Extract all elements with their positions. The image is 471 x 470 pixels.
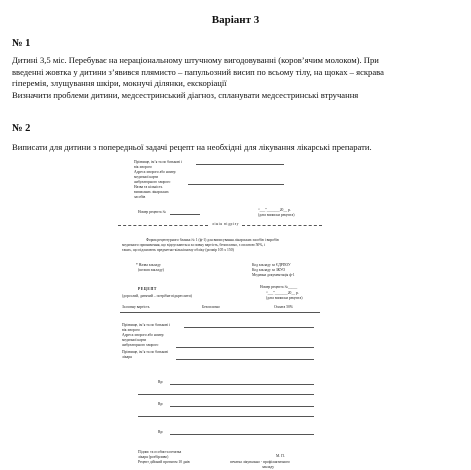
stub-line-2: вік хворого — [134, 165, 152, 169]
doctor-line-2: лікаря — [122, 355, 132, 359]
stub-line-4: медичної карти — [134, 175, 159, 179]
patient-line-5: амбулаторного хворого — [122, 343, 159, 347]
rp-3: Rp: — [158, 430, 164, 434]
task-1-text — [12, 55, 460, 101]
task-1-line-4: Визначити проблеми дитини, медсестринський діагноз, спланувати медсестринські втручання — [12, 89, 359, 100]
stub-rx-number: Номер рецепта № — [138, 210, 166, 214]
code-edrpou: Код закладу за ЄДРПОУ — [252, 263, 291, 267]
divider — [170, 214, 200, 215]
form-note-3: таких, що підлягають предметно-кількісному обліку (розмір 105 x 150) — [122, 248, 234, 252]
stamp-label: (штамп закладу) — [138, 268, 164, 272]
form-note-2: медичного призначення, що відпускаються за повну вартість, безоплатно, з оплатою 50%, і — [122, 243, 266, 247]
pay-half: Оплата 50% — [274, 305, 293, 309]
stub-date-blank: “___”_______20__ р. — [258, 208, 291, 212]
stub-line-8: засобів — [134, 195, 146, 199]
recipe-heading: РЕЦЕПТ — [138, 287, 157, 291]
form-note-1: Форма рецептурного бланка № 1 (ф-1) для виписування лікарських засобів і виробів — [146, 238, 279, 242]
task-1-line-2: введенні жовтка у дитини з’явився плямисто – папульозний висип по всьому тілу, на щоках – яскрава — [12, 66, 384, 77]
divider — [138, 416, 314, 417]
doctor-line-1: Прізвище, ім’я та по батькові — [122, 350, 169, 354]
signature-line-2: лікаря (розбірливо) — [138, 455, 169, 459]
divider — [170, 406, 314, 407]
rp-1: Rp: — [158, 380, 164, 384]
divider — [170, 384, 314, 385]
recipe-subheading: (дорослий, дитячий – потрібне підкреслити) — [122, 294, 192, 298]
stub-line-7: виписаних лікарських — [134, 190, 169, 194]
task-1-line-3: гіперемія, злущування шкіри, мокнучі ділянки, екскоріації — [12, 78, 227, 88]
task-1-number: № 1 — [12, 38, 31, 49]
signature-line-1: Підпис та особиста печатка — [138, 450, 182, 454]
pay-full: За повну вартість — [122, 305, 150, 309]
stub-line-5: амбулаторного хворого — [134, 180, 171, 184]
divider — [176, 359, 314, 360]
divider — [184, 327, 314, 328]
pay-free: Безоплатно — [202, 305, 220, 309]
divider — [196, 164, 284, 165]
medical-doc: Медична документація ф-1 — [252, 273, 295, 277]
patient-line-4: медичної карти — [122, 338, 147, 342]
patient-line-3: Адреса хворого або номер — [122, 333, 164, 337]
seal-line-1: печатка лікувально - профілактичного — [230, 460, 290, 464]
divider — [176, 347, 314, 348]
divider — [170, 434, 314, 435]
rx-date-blank: “___”_______20__ р. — [266, 291, 299, 295]
divider — [188, 184, 284, 185]
tear-line-left — [118, 225, 208, 226]
task-2-number: № 2 — [12, 123, 31, 134]
rx-date-label: (дата виписки рецепта) — [266, 296, 303, 300]
stub-line-6: Назва та кількість — [134, 185, 163, 189]
code-zkuo: Код закладу за ЗКУО — [252, 268, 286, 272]
prescription-form — [118, 160, 323, 469]
facility-name: * Назва закладу — [136, 263, 161, 267]
seal-line-2: закладу — [262, 465, 275, 469]
task-1-line-1: Дитині 3,5 міс. Перебуває на нераціональному штучному вигодовуванні (коров’ячим молоком). При — [12, 55, 379, 65]
tear-line-label: лінія відрізу — [212, 222, 240, 226]
validity-note: Рецепт дійсний протягом 10 днів — [138, 460, 190, 464]
divider — [120, 312, 320, 313]
task-2-line-1: Виписати для дитини з попередньої задачі рецепт на необхідні для лікування лікарські препарати. — [12, 142, 372, 152]
stub-date-label: (дата виписки рецепта) — [258, 213, 295, 217]
rp-2: Rp: — [158, 402, 164, 406]
patient-line-2: вік хворого — [122, 328, 140, 332]
task-2-text — [12, 142, 460, 154]
stub-line-1: Прізвище, ім’я та по батькові і — [134, 160, 183, 164]
rx-number-2: Номер рецепта №_____ — [260, 285, 298, 289]
variant-title: Варіант 3 — [211, 14, 260, 26]
divider — [138, 394, 314, 395]
tear-line-right — [242, 225, 322, 226]
seal-mark: М. П. — [276, 454, 285, 458]
stub-line-3: Адреса хворого або номер — [134, 170, 176, 174]
patient-line-1: Прізвище, ім’я та по батькові і — [122, 323, 171, 327]
